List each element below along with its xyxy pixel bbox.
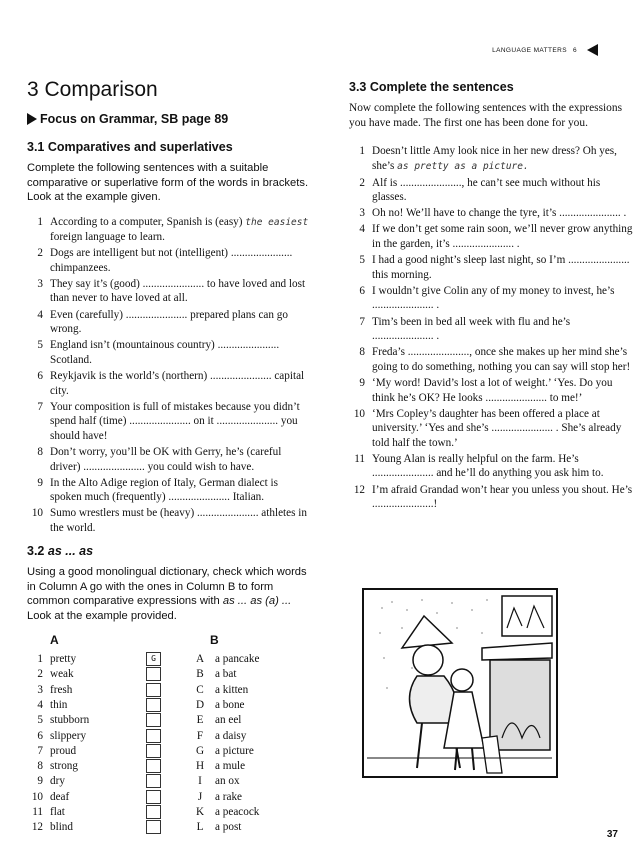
exercise-item (349, 345, 634, 374)
column-b-letter: G (195, 744, 205, 757)
item-prompt: I’m afraid Grandad won’t hear you unless you shout. He’s ......................! (372, 483, 633, 511)
item-text (372, 176, 634, 205)
column-b-letter: B (196, 668, 204, 681)
focus-label: Focus on Grammar, SB page 89 (40, 112, 229, 126)
focus-note (27, 112, 312, 126)
right-column (349, 78, 634, 513)
item-text (50, 369, 312, 398)
column-b-phrase: an eel (215, 714, 242, 727)
item-prompt: Oh no! We’ll have to change the tyre, it’s ...................... . (372, 207, 627, 220)
matching-row (27, 713, 312, 728)
item-number: 9 (37, 476, 43, 489)
item-prompt: Even (carefully) ...................... prepared plans can go wrong. (50, 308, 288, 336)
intro-text: Using a good monolingual dictionary, check which words in Column A go with the ones in Column B to form common comparative expressions with (27, 566, 307, 608)
item-prompt: In the Alto Adige region of Italy, German dialect is spoken much (frequently) ...................... Italian. (50, 476, 278, 504)
matching-rows (27, 651, 312, 835)
exercise-item (349, 315, 634, 344)
column-a-word: flat (50, 806, 65, 819)
matching-header (27, 633, 312, 651)
column-b-phrase: a mule (215, 760, 246, 773)
item-number: 4 (359, 223, 365, 236)
exercise-item (349, 144, 634, 174)
item-text (50, 246, 312, 275)
exercise-item (27, 215, 312, 245)
exercise-item (27, 400, 312, 444)
item-text (372, 376, 634, 405)
handwritten-answer: the easiest (245, 216, 309, 228)
column-a-word: slippery (50, 729, 87, 742)
row-number: 11 (32, 806, 43, 819)
item-text (372, 483, 634, 512)
row-number: 2 (37, 668, 43, 681)
item-text (50, 476, 312, 505)
running-head-label: LANGUAGE MATTERS (492, 46, 567, 54)
row-number: 10 (31, 790, 43, 803)
page-number: 37 (606, 829, 618, 840)
matching-table (27, 633, 312, 835)
column-a-word: pretty (50, 653, 77, 666)
item-prompt: Your composition is full of mistakes because you didn’t spend half (time) ...................... on it ...................... you should have! (50, 400, 300, 442)
exercise-item (27, 369, 312, 398)
item-number: 1 (37, 215, 43, 228)
exercise-item (349, 253, 634, 282)
item-number: 8 (359, 346, 365, 359)
column-a-header: A (50, 633, 59, 648)
item-number: 1 (359, 145, 365, 157)
item-prompt: ‘My word! David’s lost a lot of weight.’ ‘Yes. Do you think he’s OK? He looks ...................... to me!’ (372, 376, 613, 404)
column-a-word: deaf (50, 790, 70, 803)
column-b-phrase: a kitten (215, 683, 249, 696)
item-prompt: Dogs are intelligent but not (intelligent) ...................... chimpanzees. (50, 247, 293, 274)
item-text (50, 445, 312, 474)
item-text (50, 400, 312, 444)
item-text (372, 253, 634, 282)
matching-row (27, 697, 312, 712)
section-3-2-number: 3.2 (27, 544, 45, 559)
column-b-letter: J (197, 790, 203, 803)
column-b-phrase: a picture (215, 744, 254, 757)
answer-box[interactable] (146, 805, 161, 819)
matching-row (27, 804, 312, 819)
row-number: 1 (37, 653, 43, 666)
column-a-word: strong (50, 760, 78, 773)
row-number: 4 (37, 699, 43, 711)
exercise-item (27, 476, 312, 505)
column-a-word: stubborn (50, 714, 90, 727)
matching-row (27, 682, 312, 697)
column-a-word: dry (50, 775, 65, 788)
item-text (372, 452, 634, 481)
item-text (372, 315, 634, 344)
exercise-item (349, 452, 634, 481)
exercise-item (349, 222, 634, 251)
column-b-letter: H (195, 760, 205, 773)
item-prompt: England isn’t (mountainous country) ...................... Scotland. (50, 339, 280, 366)
matching-row (27, 789, 312, 804)
item-text (50, 277, 312, 306)
intro-italic: as ... as (a) ... (222, 595, 292, 608)
section-3-3-list (349, 144, 634, 512)
item-number: 10 (353, 407, 365, 420)
section-3-1-list (27, 215, 312, 536)
row-number: 9 (37, 775, 43, 788)
item-prompt: They say it’s (good) ...................... to have loved and lost than never to have loved at all. (50, 277, 306, 305)
column-b-letter: I (198, 775, 202, 788)
row-number: 6 (37, 729, 43, 742)
exercise-item (27, 445, 312, 474)
column-b-phrase: a bat (215, 668, 237, 681)
exercise-item (349, 206, 634, 221)
answer-box[interactable] (146, 744, 161, 758)
section-3-2-subtitle: as ... as (47, 544, 94, 559)
cartoon-illustration (362, 588, 558, 778)
matching-row (27, 759, 312, 774)
column-b-letter: D (195, 699, 205, 711)
row-number: 7 (37, 744, 43, 757)
item-number: 5 (37, 339, 43, 352)
matching-row (27, 774, 312, 789)
exercise-item (27, 277, 312, 306)
item-text (50, 506, 312, 535)
answer-box[interactable] (146, 667, 161, 681)
column-b-phrase: a bone (215, 699, 245, 711)
item-number: 6 (359, 284, 365, 297)
chapter-title: 3 Comparison (27, 78, 158, 101)
exercise-item (349, 407, 634, 451)
column-b-letter: L (196, 821, 204, 834)
item-prompt: I had a good night’s sleep last night, so I’m ...................... this morning. (372, 254, 630, 281)
item-text (372, 206, 634, 221)
column-b-letter: A (195, 653, 205, 666)
play-arrow-icon (27, 113, 37, 125)
left-column (27, 78, 312, 835)
item-number: 12 (353, 483, 365, 496)
item-number: 7 (359, 315, 365, 328)
matching-row (27, 667, 312, 682)
exercise-item (27, 308, 312, 337)
section-3-2-intro (27, 565, 312, 623)
item-number: 11 (354, 452, 365, 465)
column-b-phrase: a pancake (215, 653, 260, 666)
item-prompt: Sumo wrestlers must be (heavy) ...................... athletes in the world. (50, 507, 307, 534)
row-number: 3 (37, 683, 43, 696)
column-b-letter: E (196, 714, 204, 727)
section-3-3-title: 3.3 Complete the sentences (349, 80, 514, 94)
answer-box[interactable] (146, 683, 161, 697)
exercise-item (349, 376, 634, 405)
item-text (372, 284, 634, 313)
exercise-item (349, 284, 634, 313)
handwritten-answer: as pretty as a picture. (397, 160, 529, 172)
answer-box[interactable] (146, 790, 161, 804)
column-a-word: blind (50, 821, 73, 834)
section-3-3-intro: Now complete the following sentences with the expressions you have made. The first one has been done for you. (349, 102, 622, 129)
row-number: 5 (37, 714, 43, 727)
item-prompt: Freda’s ......................, once she makes up her mind she’s going to do something, nothing you can say will stop her! (372, 346, 631, 373)
item-text (372, 144, 634, 174)
exercise-item (349, 483, 634, 512)
column-b-phrase: a post (215, 821, 242, 834)
column-a-word: thin (50, 699, 68, 711)
exercise-item (27, 338, 312, 367)
column-b-letter: K (195, 806, 205, 819)
item-prompt: I wouldn’t give Colin any of my money to invest, he’s ...................... . (372, 284, 615, 312)
exercise-item (27, 506, 312, 535)
running-head-unit: 6 (572, 46, 577, 54)
row-number: 8 (37, 760, 43, 773)
section-3-1-title: 3.1 Comparatives and superlatives (27, 140, 233, 154)
answer-box[interactable] (146, 759, 161, 773)
item-number: 2 (359, 176, 365, 189)
item-number: 3 (37, 277, 43, 290)
item-prompt: Tim’s been in bed all week with flu and he’s ...................... . (372, 315, 571, 343)
item-number: 5 (359, 254, 365, 267)
item-prompt: Young Alan is really helpful on the farm. He’s ...................... and he’ll do anything you ask him to. (372, 452, 604, 480)
item-number: 8 (37, 445, 43, 458)
answer-box[interactable] (146, 729, 161, 743)
column-a-word: fresh (50, 683, 73, 696)
item-prompt: Reykjavik is the world’s (northern) ...................... capital city. (50, 369, 305, 397)
matching-row (27, 743, 312, 758)
exercise-item (349, 176, 634, 205)
item-prompt: ‘Mrs Copley’s daughter has been offered a place at university.’ ‘Yes and she’s ...................... . She’s already told half the town.’ (372, 407, 622, 449)
item-prompt: Alf is ......................, he can’t see much without his glasses. (372, 176, 601, 204)
triangle-marker-icon (587, 44, 598, 56)
item-number: 9 (359, 376, 365, 389)
section-3-1-intro: Complete the following sentences with a suitable comparative or superlative form of the words in brackets. Look at the example given. (27, 162, 309, 203)
answer-box[interactable] (146, 774, 161, 788)
item-number: 7 (37, 400, 43, 413)
item-number: 2 (37, 247, 43, 260)
matching-row (27, 820, 312, 835)
item-prompt: According to a computer, Spanish is (easy) (50, 215, 246, 228)
item-text (50, 338, 312, 367)
row-number: 12 (31, 821, 43, 834)
column-b-letter: F (196, 729, 204, 742)
column-b-letter: C (196, 683, 204, 696)
item-text (50, 308, 312, 337)
exercise-item (27, 246, 312, 275)
item-prompt-end: foreign language to learn. (50, 231, 165, 244)
column-b-phrase: a daisy (215, 729, 247, 742)
item-text (50, 215, 312, 245)
item-text (372, 407, 634, 451)
item-text (372, 345, 634, 374)
section-3-2-title (27, 544, 312, 558)
answer-box[interactable]: G (146, 652, 161, 666)
item-number: 6 (37, 369, 43, 382)
answer-box[interactable] (146, 820, 161, 834)
matching-row (27, 728, 312, 743)
item-number: 4 (37, 308, 43, 321)
item-prompt: Don’t worry, you’ll be OK with Gerry, he’s (careful driver) ...................... you could wish to have. (50, 445, 282, 473)
item-number: 3 (359, 207, 365, 220)
intro-text-end: Look at the example provided. (27, 609, 177, 622)
matching-row (27, 651, 312, 666)
column-a-word: weak (50, 668, 74, 681)
column-b-phrase: a rake (215, 790, 243, 803)
answer-box[interactable] (146, 698, 161, 712)
column-b-phrase: a peacock (215, 806, 260, 819)
column-a-word: proud (50, 744, 77, 757)
item-prompt: Doesn’t little Amy look nice in her new dress? Oh yes, she’s (372, 145, 617, 172)
answer-box[interactable] (146, 713, 161, 727)
item-number: 10 (31, 507, 43, 520)
item-prompt: If we don’t get some rain soon, we’ll never grow anything in the garden, it’s ...................... . (372, 223, 633, 251)
item-text (372, 222, 634, 251)
column-b-phrase: an ox (215, 775, 240, 788)
column-b-header: B (210, 633, 219, 648)
running-head (492, 44, 598, 56)
